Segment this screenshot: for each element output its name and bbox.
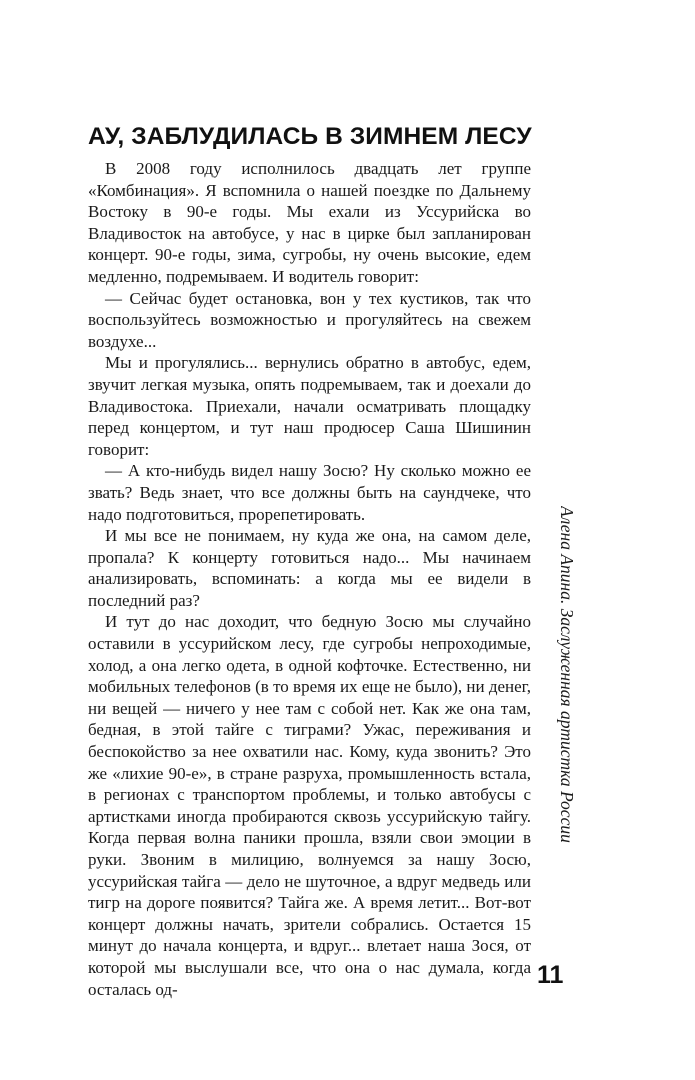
page-number: 11 — [537, 961, 564, 989]
paragraph-1: В 2008 году исполнилось двадцать лет группе «Комбинация». Я вспомнила о нашей поездке по Дальнему Востоку в 90-е годы. Мы ехали из Уссурийска во Владивосток на автобусе, у нас в цирке был запланирован концерт. 90-е годы, зима, сугробы, ну очень высокие, едем медленно, подремываем. И водитель говорит: — [88, 159, 531, 286]
paragraph-4: — А кто-нибудь видел нашу Зосю? Ну сколько можно ее звать? Ведь знает, что все должны быть на саундчеке, что надо подготовиться, прорепетировать. — [88, 461, 531, 524]
paragraph-2: — Сейчас будет остановка, вон у тех кустиков, так что воспользуйтесь возможностью и прогуляйтесь на свежем воздухе... — [88, 288, 531, 351]
paragraph-5: И мы все не понимаем, ну куда же она, на самом деле, пропала? К концерту готовиться надо... Мы начинаем анализировать, вспоминать: а когда мы ее видели в последний раз? — [88, 526, 531, 610]
chapter-heading: АУ, ЗАБЛУДИЛАСЬ В ЗИМНЕМ ЛЕСУ — [88, 123, 532, 150]
running-title: Алена Апина. Заслуженная артистка России — [557, 506, 577, 843]
body-text — [88, 158, 531, 1000]
paragraph-6: И тут до нас доходит, что бедную Зосю мы случайно оставили в уссурийском лесу, где сугробы непроходимые, холод, а она легко одета, в одной кофточке. Естественно, ни мобильных телефонов (в то время их еще не было), ни денег, ни вещей — ничего у нее там с собой нет. Как же она там, бедная, в этой тайге с тиграми? Ужас, переживания и беспокойство за нее охватили нас. Кому, куда звонить? Это же «лихие 90-е», в стране разруха, промышленность встала, в регионах с транспортом проблемы, и только автобусы с артистками иногда пробираются сквозь уссурийскую тайгу. Когда первая волна паники прошла, взяли свои эмоции в руки. Звоним в милицию, волнуемся за нашу Зосю, уссурийская тайга — дело не шуточное, а вдруг медведь или тигр на дороге появится? Тайга же. А время летит... Вот-вот концерт должны начать, зрители собрались. Остается 15 минут до начала концерта, и вдруг... влетает наша Зося, от которой мы выслушали все, что она о нас думала, когда осталась од- — [88, 612, 531, 999]
paragraph-3: Мы и прогулялись... вернулись обратно в автобус, едем, звучит легкая музыка, опять подремываем, так и доехали до Владивостока. Приехали, начали осматривать площадку перед концертом, и тут наш продюсер Саша Шишинин говорит: — [88, 353, 531, 459]
